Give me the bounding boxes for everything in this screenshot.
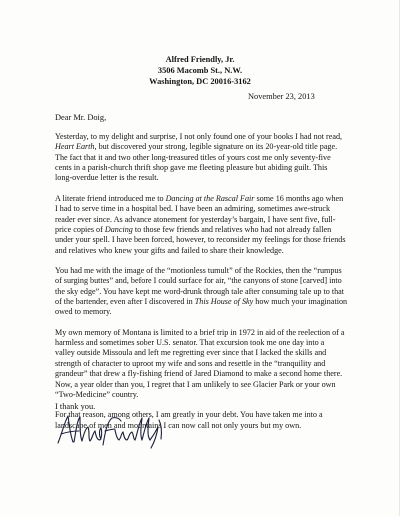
body-line: landscape of men and mountains I can now call not only yours but my own. — [55, 420, 302, 430]
body-line: A literate friend introduced me to Dancing at the Rascal Fair some 16 months ago when — [55, 193, 344, 203]
letter-date: November 23, 2013 — [248, 92, 315, 101]
body-line: and relatives who knew your gifts and failed to share their knowledge. — [55, 245, 284, 255]
body-line: “Two-Medicine” country. — [55, 389, 139, 399]
handwritten-signature — [55, 409, 165, 451]
paragraph-4 — [55, 328, 347, 400]
sender-street: 3506 Macomb St., N.W. — [157, 66, 243, 75]
paragraph-3 — [55, 266, 347, 318]
closing: I thank you. — [55, 402, 96, 411]
paragraph-2 — [55, 194, 347, 256]
body-line: of the bartender, even after I discovered in This House of Sky how much your imagination — [55, 297, 348, 306]
sender-name: Alfred Friendly, Jr. — [165, 55, 235, 64]
letter-body — [55, 132, 347, 441]
body-line: My own memory of Montana is limited to a brief trip in 1972 in aid of the reelection of a — [55, 327, 345, 337]
body-line: I had to serve time in a hospital bed. I have been an admiring, sometimes awe-struck — [55, 204, 331, 214]
salutation: Dear Mr. Doig, — [55, 113, 107, 122]
paragraph-1 — [55, 132, 347, 184]
body-line: Heart Earth, but discovered your strong, legible signature on its 20-year-old title page. — [55, 142, 338, 152]
body-line: Yesterday, to my delight and surprise, I not only found one of your books I had not read, — [55, 132, 343, 141]
body-line: For that reason, among others, I am greatly in your debt. You have taken me into a — [55, 410, 323, 420]
body-line: Now, a year older than you, I regret that I am unlikely to see Glacier Park or your own — [55, 379, 336, 389]
body-line: cents in a parish-church thrift shop gave me fleeting pleasure but abiding guilt. This — [55, 163, 328, 173]
body-line: valley outside Missoula and left me regretting ever since that I lacked the skills and — [55, 348, 327, 358]
body-line: owed to memory. — [55, 307, 112, 317]
body-line: The fact that it and two other long-treasured titles of yours cost me only seventy-five — [55, 152, 331, 162]
body-line: reader ever since. As advance atonement for yesterday’s bargain, I have sent five, full- — [55, 214, 336, 224]
body-line: strength of character to uproot my wife and sons and resettle in the “tranquility and — [55, 358, 326, 368]
body-line: under your spell. I have been forced, however, to reconsider my feelings for those friends — [55, 235, 346, 245]
body-line: harmless and sometimes sober U.S. senator. That excursion took me one day into a — [55, 338, 325, 348]
body-line: grandeur” that drew a fly-fishing friend of Jared Diamond to make a second home there. — [55, 369, 343, 379]
body-line: price copies of Dancing to those few friends and relatives who had not already fallen — [55, 224, 332, 234]
body-line: of surging buttes” and, before I could surface for air, “the canyons of stone [carved] into — [55, 276, 342, 286]
body-line: the sky edge”. You have kept me word-drunk through tale after consuming tale up to that — [55, 286, 345, 296]
body-line: You had me with the image of the “motionless tumult” of the Rockies, then the “rumpus — [55, 265, 342, 275]
body-line: long-overdue letter is the result. — [55, 173, 159, 183]
sender-city: Washington, DC 20016-3162 — [149, 77, 251, 86]
letterhead — [0, 54, 400, 87]
